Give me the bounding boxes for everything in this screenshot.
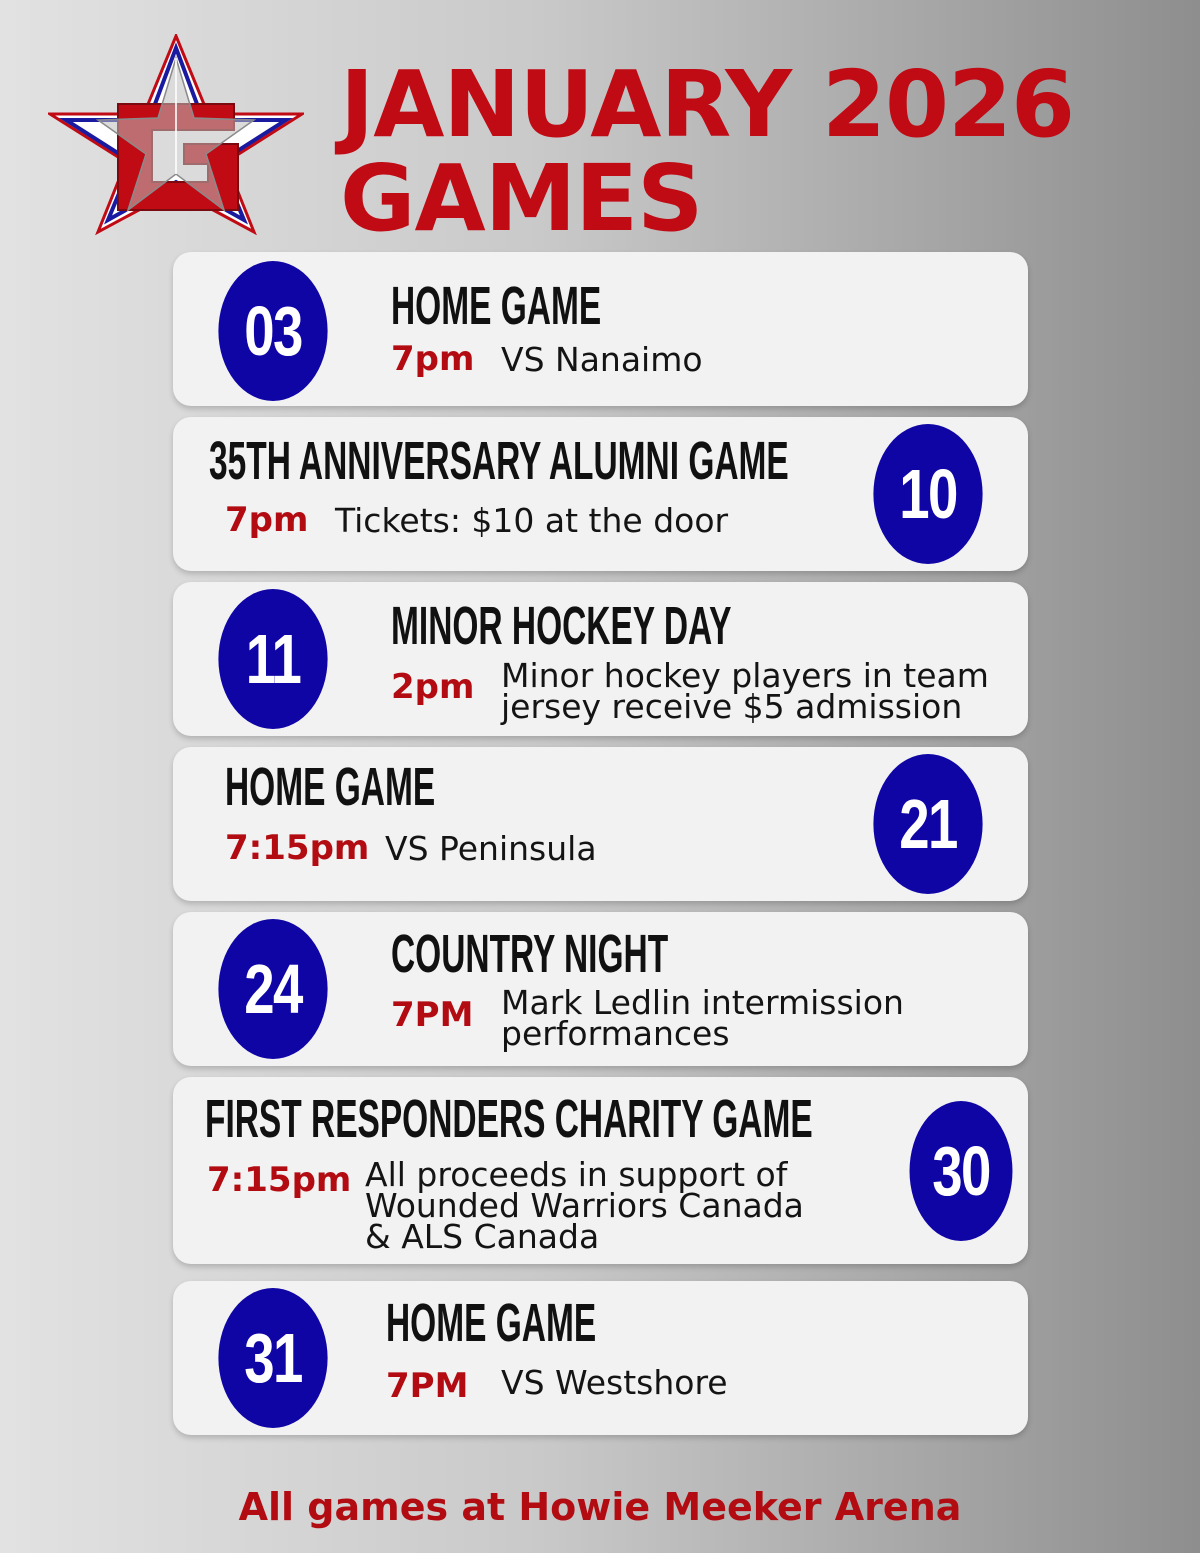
game-card-11 (173, 582, 1028, 736)
game-card-10 (173, 417, 1028, 571)
game-description: VS Westshore (501, 1363, 728, 1402)
game-heading: HOME GAME (386, 1293, 597, 1353)
game-description: VS Peninsula (385, 829, 597, 868)
game-heading: FIRST RESPONDERS CHARITY GAME (205, 1089, 813, 1149)
game-heading: MINOR HOCKEY DAY (391, 596, 732, 656)
game-heading: 35TH ANNIVERSARY ALUMNI GAME (209, 431, 789, 491)
game-card-21 (173, 747, 1028, 901)
venue-footer: All games at Howie Meeker Arena (238, 1485, 962, 1529)
game-card-30 (173, 1077, 1028, 1264)
game-description: Minor hockey players in team jersey receive $5 admission (501, 656, 989, 726)
game-card-31 (173, 1281, 1028, 1435)
game-card-24 (173, 912, 1028, 1066)
game-time: 7pm (225, 500, 309, 540)
game-time: 7PM (386, 1366, 469, 1406)
date-badge: 31 (218, 1288, 327, 1428)
game-description: Mark Ledlin intermission performances (501, 983, 904, 1053)
date-badge: 30 (910, 1101, 1013, 1241)
game-time: 2pm (391, 667, 475, 707)
date-badge: 11 (218, 589, 327, 729)
game-heading: HOME GAME (225, 757, 436, 817)
team-star-logo-icon (48, 34, 304, 236)
title-line-2: GAMES (340, 145, 703, 252)
game-card-03 (173, 252, 1028, 406)
game-time: 7pm (391, 339, 475, 379)
date-badge: 24 (218, 919, 327, 1059)
title-line-1: JANUARY 2026 (340, 51, 1075, 158)
date-badge: 03 (218, 261, 327, 401)
game-description: Tickets: $10 at the door (335, 501, 729, 540)
date-badge: 10 (873, 424, 982, 564)
game-description: All proceeds in support of Wounded Warriors Canada & ALS Canada (365, 1155, 804, 1256)
game-time: 7:15pm (207, 1160, 352, 1200)
game-heading: HOME GAME (391, 276, 602, 336)
game-time: 7:15pm (225, 828, 370, 868)
page-title (340, 51, 1075, 252)
game-time: 7PM (391, 995, 474, 1035)
game-description: VS Nanaimo (501, 340, 703, 379)
date-badge: 21 (873, 754, 982, 894)
game-heading: COUNTRY NIGHT (391, 924, 669, 984)
